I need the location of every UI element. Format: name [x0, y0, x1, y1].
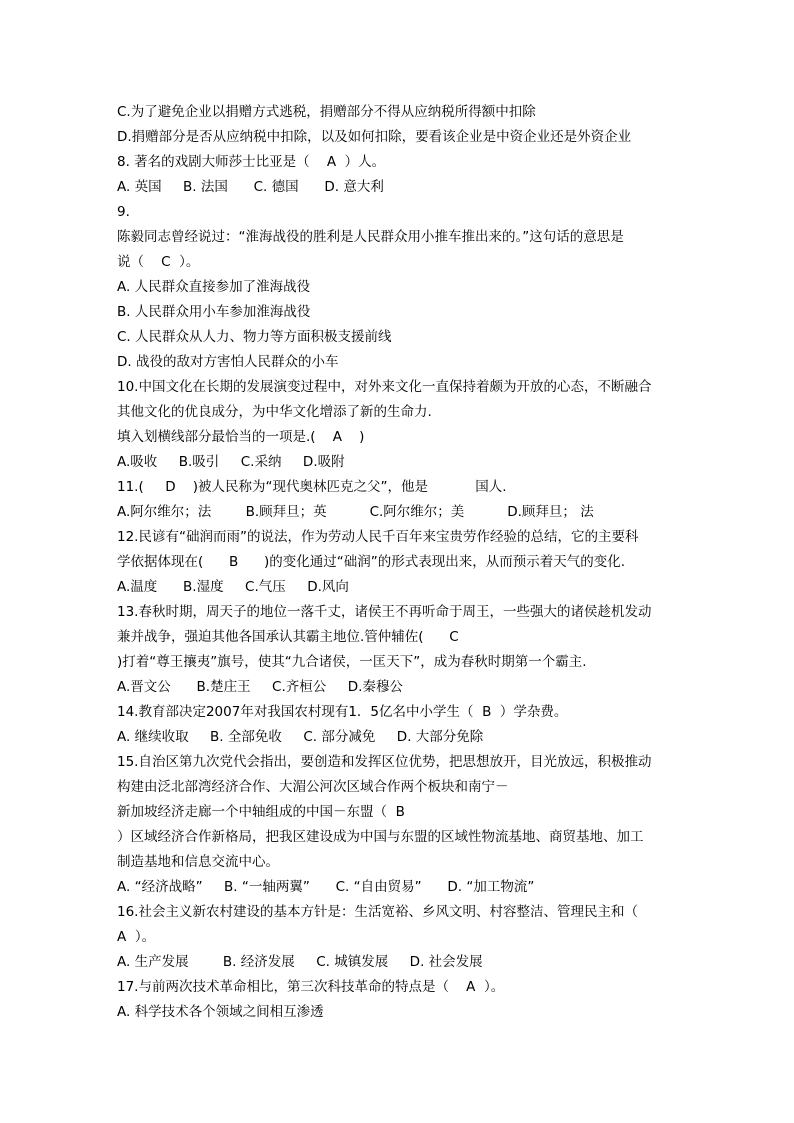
text-line: A.晋文公 B.楚庄王 C.齐桓公 D.秦穆公: [117, 679, 403, 695]
text-line: 新加坡经济走廊一个中轴组成的中国－东盟（ B: [117, 804, 405, 820]
text-line: A. 英国 B. 法国 C. 德国 D. 意大利: [117, 179, 384, 195]
text-line: 8. 著名的戏剧大师莎士比亚是（ A ）人。: [117, 154, 386, 170]
text-line: 说（ C ）。: [117, 254, 200, 270]
document-page: [117, 100, 687, 1025]
text-line: 陈毅同志曾经说过：“淮海战役的胜利是人民群众用小推车推出来的。”这句话的意思是: [117, 229, 624, 245]
text-line: 其他文化的优良成分，为中华文化增添了新的生命力.: [117, 404, 432, 420]
text-line: )打着“尊王攘夷”旗号，使其“九合诸侯，一匡天下”，成为春秋时期第一个霸主.: [117, 654, 587, 670]
text-line: 13.春秋时期，周天子的地位一落千丈，诸侯王不再听命于周王，一些强大的诸侯趁机发动: [117, 604, 652, 620]
text-line: 9.: [117, 204, 130, 220]
text-line: 12.民谚有“础润而雨”的说法，作为劳动人民千百年来宝贵劳作经验的总结，它的主要科: [117, 529, 639, 545]
text-line: 14.教育部决定2007年对我国农村现有1．5亿名中小学生（ B ）学杂费。: [117, 704, 568, 720]
text-line: B. 人民群众用小车参加淮海战役: [117, 304, 311, 320]
text-line: C.为了避免企业以捐赠方式逃税，捐赠部分不得从应纳税所得额中扣除: [117, 104, 536, 120]
text-line: A.温度 B.湿度 C.气压 D.风向: [117, 579, 349, 595]
text-line: 11.( D )被人民称为“现代奥林匹克之父”，他是 国人.: [117, 479, 507, 495]
text-line: 制造基地和信息交流中心。: [117, 854, 279, 870]
text-line: C. 人民群众从人力、物力等方面积极支援前线: [117, 329, 392, 345]
text-line: 16.社会主义新农村建设的基本方针是：生活宽裕、乡风文明、村容整洁、管理民主和（: [117, 904, 638, 920]
text-line: A. “经济战略” B. “一轴两翼” C. “自由贸易” D. “加工物流”: [117, 879, 535, 895]
text-line: 兼并战争，强迫其他各国承认其霸主地位.管仲辅佐( C: [117, 629, 459, 645]
text-line: 学依据体现在( B )的变化通过“础润”的形式表现出来，从而预示着天气的变化.: [117, 554, 626, 570]
text-line: ）区域经济合作新格局，把我区建设成为中国与东盟的区域性物流基地、商贸基地、加工: [117, 829, 644, 845]
text-line: A. 继续收取 B. 全部免收 C. 部分减免 D. 大部分免除: [117, 729, 484, 745]
text-line: A ）。: [117, 929, 156, 945]
text-line: 填入划横线部分最恰当的一项是.( A ): [117, 429, 365, 445]
text-line: A.吸收 B.吸引 C.采纳 D.吸附: [117, 454, 345, 470]
text-line: 15.自治区第九次党代会指出，要创造和发挥区位优势，把思想放开，目光放远，积极推动: [117, 754, 652, 770]
text-line: A. 科学技术各个领域之间相互渗透: [117, 1004, 324, 1020]
text-line: 10.中国文化在长期的发展演变过程中，对外来文化一直保持着颇为开放的心态，不断融合: [117, 379, 652, 395]
text-line: A.阿尔维尔；法 B.顾拜旦；英 C.阿尔维尔；美 D.顾拜旦； 法: [117, 504, 594, 520]
text-line: D.捐赠部分是否从应纳税中扣除，以及如何扣除，要看该企业是中资企业还是外资企业: [117, 129, 632, 145]
text-line: A. 人民群众直接参加了淮海战役: [117, 279, 311, 295]
text-line: 构建由泛北部湾经济合作、大湄公河次区域合作两个板块和南宁－: [117, 779, 509, 795]
text-line: A. 生产发展 B. 经济发展 C. 城镇发展 D. 社会发展: [117, 954, 483, 970]
text-line: 17.与前两次技术革命相比，第三次科技革命的特点是（ A ）。: [117, 979, 505, 995]
text-line: D. 战役的敌对方害怕人民群众的小车: [117, 354, 339, 370]
